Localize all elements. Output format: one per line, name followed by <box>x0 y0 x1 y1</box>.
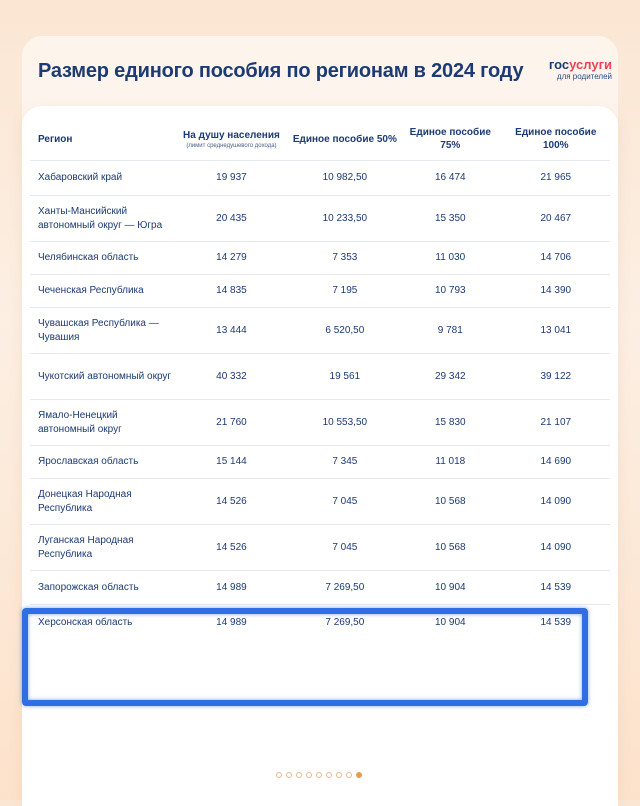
cell-region: Ханты-Мансийский автономный округ — Югра <box>38 205 163 231</box>
cell-benefit-50: 10 553,50 <box>322 416 368 428</box>
pagination-dot[interactable] <box>286 772 292 778</box>
cell-benefit-50: 10 233,50 <box>322 212 368 224</box>
cell-benefit-75: 15 830 <box>435 416 466 428</box>
pagination-dot[interactable] <box>296 772 302 778</box>
table-row <box>30 275 610 308</box>
cell-region: Херсонская область <box>38 616 133 628</box>
logo-part-gos: гос <box>548 57 570 72</box>
logo-wordmark <box>549 58 612 72</box>
cell-benefit-50: 7 045 <box>332 541 358 553</box>
header-per-capita <box>172 118 290 161</box>
pagination-dot[interactable] <box>326 772 332 778</box>
cell-per-capita: 14 526 <box>216 541 247 553</box>
cell-region: Чукотский автономный округ <box>38 370 172 382</box>
header-benefit-75: Единое пособие 75% <box>409 127 491 151</box>
cell-benefit-50: 10 982,50 <box>322 172 368 183</box>
cell-benefit-75: 10 904 <box>435 581 466 593</box>
table-row <box>30 446 610 479</box>
cell-benefit-50: 7 269,50 <box>325 581 365 593</box>
header-per-capita-label: На душу населения <box>183 129 280 141</box>
benefit-table <box>30 118 610 641</box>
cell-per-capita: 40 332 <box>216 370 247 382</box>
cell-benefit-50: 6 520,50 <box>325 324 365 336</box>
cell-benefit-100: 14 539 <box>540 581 572 593</box>
cell-per-capita: 13 444 <box>216 324 247 336</box>
cell-per-capita: 19 937 <box>216 172 247 183</box>
cell-benefit-100: 14 539 <box>540 616 572 628</box>
cell-benefit-50: 19 561 <box>329 370 361 382</box>
cell-benefit-100: 39 122 <box>540 370 572 382</box>
cell-benefit-100: 20 467 <box>540 212 572 224</box>
cell-per-capita: 14 989 <box>216 616 247 628</box>
cell-benefit-100: 14 706 <box>540 252 572 263</box>
table-row <box>30 308 610 354</box>
cell-region: Ямало-Ненецкий автономный округ <box>38 409 122 435</box>
header-region: Регион <box>38 133 73 145</box>
page-title: Размер единого пособия по регионам в 2024 году <box>38 60 524 82</box>
cell-benefit-100: 14 090 <box>540 495 572 507</box>
cell-benefit-50: 7 269,50 <box>325 616 365 628</box>
cell-benefit-50: 7 353 <box>332 252 358 263</box>
logo-part-uslugi: услуги <box>569 57 612 72</box>
cell-per-capita: 14 989 <box>216 581 247 593</box>
cell-benefit-75: 11 030 <box>435 252 466 263</box>
cell-benefit-75: 9 781 <box>437 324 463 336</box>
cell-benefit-100: 14 390 <box>540 285 572 296</box>
cell-region: Хабаровский край <box>38 172 123 183</box>
cell-benefit-75: 29 342 <box>435 370 466 382</box>
table-row <box>30 354 610 400</box>
pagination-dot[interactable] <box>336 772 342 778</box>
table-row <box>30 571 610 605</box>
cell-benefit-100: 21 965 <box>540 172 572 183</box>
table-row <box>30 196 610 242</box>
table-row <box>30 525 610 571</box>
cell-per-capita: 14 835 <box>216 285 247 296</box>
pagination-dots <box>276 772 362 778</box>
pagination-dot[interactable] <box>356 772 362 778</box>
header-per-capita-note: (лимит среднедушевого дохода) <box>186 142 277 149</box>
cell-benefit-75: 10 568 <box>435 541 466 553</box>
cell-benefit-100: 14 090 <box>540 541 572 553</box>
cell-benefit-75: 10 793 <box>435 285 466 296</box>
header-benefit-50: Единое пособие 50% <box>292 133 397 145</box>
cell-per-capita: 21 760 <box>216 416 247 428</box>
cell-region: Челябинская область <box>38 252 139 263</box>
highlight-frame <box>22 608 588 706</box>
table-body <box>30 161 610 641</box>
cell-benefit-100: 21 107 <box>540 416 572 428</box>
cell-region: Ярославская область <box>38 456 139 467</box>
cell-benefit-50: 7 345 <box>332 456 358 467</box>
pagination-dot[interactable] <box>306 772 312 778</box>
table-row <box>30 400 610 446</box>
cell-per-capita: 14 279 <box>216 252 247 263</box>
cell-per-capita: 20 435 <box>216 212 247 224</box>
table-header-row <box>30 118 610 161</box>
cell-benefit-100: 13 041 <box>540 324 572 336</box>
cell-region: Запорожская область <box>38 581 139 593</box>
cell-benefit-75: 10 904 <box>435 616 466 628</box>
cell-benefit-50: 7 195 <box>332 285 358 296</box>
cell-per-capita: 15 144 <box>216 456 247 467</box>
cell-region: Донецкая Народная Республика <box>38 488 132 514</box>
cell-region: Чувашская Республика — Чувашия <box>38 317 159 343</box>
pagination-dot[interactable] <box>346 772 352 778</box>
cell-benefit-100: 14 690 <box>540 456 572 467</box>
cell-region: Чеченская Республика <box>38 285 144 296</box>
cell-benefit-50: 7 045 <box>332 495 358 507</box>
pagination-dot[interactable] <box>316 772 322 778</box>
cell-benefit-75: 11 018 <box>435 456 466 467</box>
cell-benefit-75: 10 568 <box>435 495 466 507</box>
gosuslugi-logo <box>549 58 612 82</box>
cell-benefit-75: 15 350 <box>435 212 466 224</box>
table-row <box>30 479 610 525</box>
cell-per-capita: 14 526 <box>216 495 247 507</box>
cell-benefit-75: 16 474 <box>435 172 466 183</box>
table-row <box>30 161 610 196</box>
cell-region: Луганская Народная Республика <box>38 534 134 560</box>
table-row <box>30 242 610 275</box>
logo-subtitle: для родителей <box>556 72 612 81</box>
pagination-dot[interactable] <box>276 772 282 778</box>
header-benefit-100: Единое пособие 100% <box>515 127 597 151</box>
